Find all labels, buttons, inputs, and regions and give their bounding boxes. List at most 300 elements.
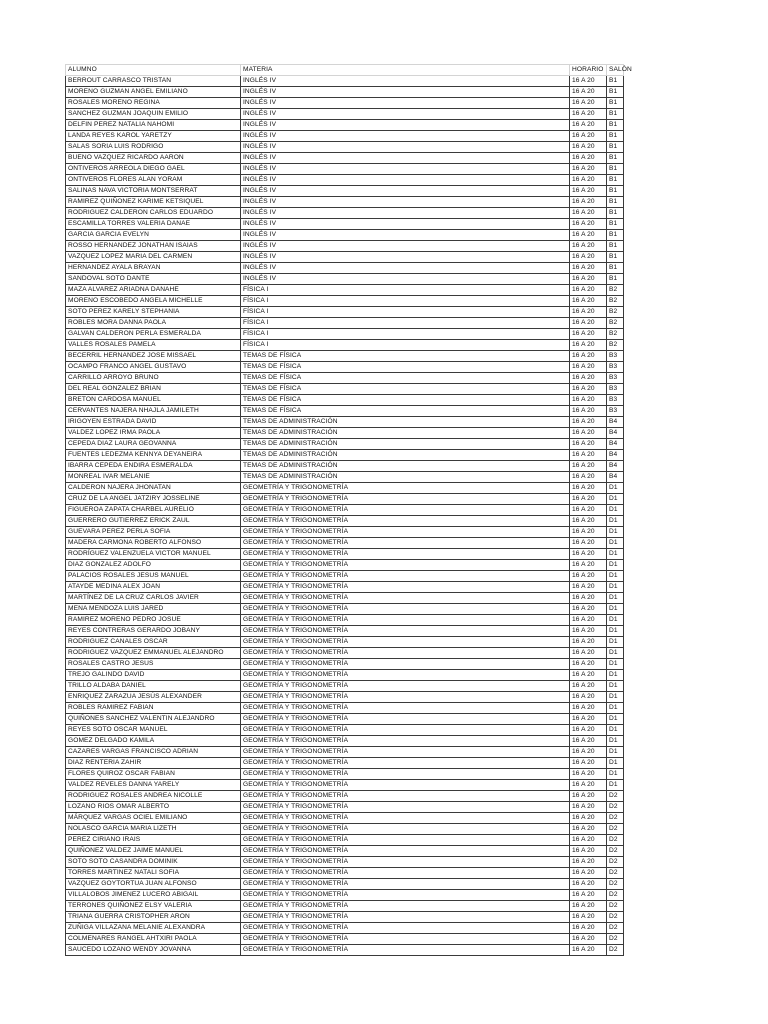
cell-horario: 16 A 20 (570, 186, 607, 197)
cell-materia: GEOMETRÍA Y TRIGONOMETRÍA (241, 901, 570, 912)
cell-horario: 16 A 20 (570, 527, 607, 538)
cell-salon: D1 (607, 659, 624, 670)
table-row (66, 692, 624, 703)
cell-alumno: ATAYDE MEDINA ALEX JOAN (66, 582, 241, 593)
cell-alumno: GUEVARA PEREZ PERLA SOFIA (66, 527, 241, 538)
cell-salon: B1 (607, 120, 624, 131)
cell-alumno: ENRIQUEZ ZARAZUA JESÚS ALEXANDER (66, 692, 241, 703)
cell-horario: 16 A 20 (570, 285, 607, 296)
table-row (66, 153, 624, 164)
cell-alumno: ROSALES CASTRO JESUS (66, 659, 241, 670)
cell-materia: GEOMETRÍA Y TRIGONOMETRÍA (241, 626, 570, 637)
cell-salon: D1 (607, 505, 624, 516)
cell-materia: GEOMETRÍA Y TRIGONOMETRÍA (241, 560, 570, 571)
cell-alumno: NOLASCO GARCIA MARIA LIZETH (66, 824, 241, 835)
cell-horario: 16 A 20 (570, 747, 607, 758)
cell-salon: D2 (607, 912, 624, 923)
cell-materia: TEMAS DE FÍSICA (241, 406, 570, 417)
cell-salon: D1 (607, 582, 624, 593)
cell-horario: 16 A 20 (570, 241, 607, 252)
cell-materia: GEOMETRÍA Y TRIGONOMETRÍA (241, 582, 570, 593)
cell-horario: 16 A 20 (570, 615, 607, 626)
cell-horario: 16 A 20 (570, 758, 607, 769)
cell-alumno: IBARRA CEPEDA ENDIRA ESMERALDA (66, 461, 241, 472)
cell-horario: 16 A 20 (570, 109, 607, 120)
table-row (66, 76, 624, 87)
cell-materia: GEOMETRÍA Y TRIGONOMETRÍA (241, 571, 570, 582)
cell-salon: B1 (607, 109, 624, 120)
cell-salon: D1 (607, 571, 624, 582)
cell-materia: GEOMETRÍA Y TRIGONOMETRÍA (241, 879, 570, 890)
table-row (66, 219, 624, 230)
table-row (66, 681, 624, 692)
cell-materia: GEOMETRÍA Y TRIGONOMETRÍA (241, 912, 570, 923)
table-row (66, 923, 624, 934)
table-row (66, 703, 624, 714)
table-row (66, 571, 624, 582)
cell-salon: D1 (607, 714, 624, 725)
spreadsheet (65, 64, 632, 956)
cell-horario: 16 A 20 (570, 483, 607, 494)
cell-materia: GEOMETRÍA Y TRIGONOMETRÍA (241, 604, 570, 615)
cell-salon: D1 (607, 769, 624, 780)
cell-horario: 16 A 20 (570, 428, 607, 439)
cell-alumno: HERNANDEZ AYALA BRAYAN (66, 263, 241, 274)
cell-alumno: DIAZ GONZALEZ ADOLFO (66, 560, 241, 571)
cell-horario: 16 A 20 (570, 802, 607, 813)
cell-alumno: RODRIGUEZ ROSALES ANDREA NICOLLE (66, 791, 241, 802)
cell-alumno: MAZA ALVAREZ ARIADNA DANAHE (66, 285, 241, 296)
cell-horario: 16 A 20 (570, 274, 607, 285)
cell-horario: 16 A 20 (570, 450, 607, 461)
cell-salon: D2 (607, 835, 624, 846)
table-row (66, 758, 624, 769)
table-row (66, 538, 624, 549)
cell-alumno: PALACIOS ROSALES JESUS MANUEL (66, 571, 241, 582)
cell-salon: B4 (607, 417, 624, 428)
table-row (66, 813, 624, 824)
cell-alumno: RODRIGUEZ VAZQUEZ EMMANUEL ALEJANDRO (66, 648, 241, 659)
table-row (66, 934, 624, 945)
cell-salon: D1 (607, 560, 624, 571)
table-row (66, 351, 624, 362)
cell-alumno: VILLALOBOS JIMENEZ LUCERO ABIGAIL (66, 890, 241, 901)
cell-salon: D1 (607, 626, 624, 637)
table-row (66, 307, 624, 318)
cell-salon: B4 (607, 439, 624, 450)
cell-salon: D2 (607, 813, 624, 824)
table-row (66, 879, 624, 890)
cell-materia: INGLÉS IV (241, 197, 570, 208)
cell-salon: D1 (607, 527, 624, 538)
cell-salon: B1 (607, 186, 624, 197)
cell-alumno: COLMENARES RANGEL AHTXIRI PAOLA (66, 934, 241, 945)
cell-horario: 16 A 20 (570, 230, 607, 241)
cell-alumno: FLORES QUIROZ OSCAR FABIAN (66, 769, 241, 780)
header-horario: HORARIO (570, 65, 607, 76)
table-row (66, 395, 624, 406)
cell-materia: GEOMETRÍA Y TRIGONOMETRÍA (241, 780, 570, 791)
cell-horario: 16 A 20 (570, 549, 607, 560)
table-row (66, 615, 624, 626)
table-row (66, 373, 624, 384)
table-row (66, 505, 624, 516)
table-row (66, 109, 624, 120)
cell-horario: 16 A 20 (570, 626, 607, 637)
cell-alumno: GALVAN CALDERON PERLA ESMERALDA (66, 329, 241, 340)
cell-salon: D1 (607, 637, 624, 648)
cell-materia: FÍSICA I (241, 296, 570, 307)
cell-alumno: FUENTES LEDEZMA KENNYA DEYANEIRA (66, 450, 241, 461)
cell-horario: 16 A 20 (570, 395, 607, 406)
cell-materia: GEOMETRÍA Y TRIGONOMETRÍA (241, 934, 570, 945)
cell-alumno: TERRONES QUIÑONEZ ELSY VALERIA (66, 901, 241, 912)
cell-materia: FÍSICA I (241, 318, 570, 329)
cell-horario: 16 A 20 (570, 681, 607, 692)
cell-materia: TEMAS DE ADMINISTRACIÓN (241, 428, 570, 439)
cell-horario: 16 A 20 (570, 637, 607, 648)
table-row (66, 263, 624, 274)
cell-horario: 16 A 20 (570, 472, 607, 483)
cell-horario: 16 A 20 (570, 604, 607, 615)
table-row (66, 197, 624, 208)
table-row (66, 527, 624, 538)
cell-alumno: ZUÑIGA VILLAZANA MELANIE ALEXANDRA (66, 923, 241, 934)
cell-salon: B1 (607, 98, 624, 109)
cell-horario: 16 A 20 (570, 296, 607, 307)
table-row (66, 725, 624, 736)
cell-horario: 16 A 20 (570, 593, 607, 604)
cell-salon: B1 (607, 230, 624, 241)
cell-horario: 16 A 20 (570, 175, 607, 186)
cell-materia: GEOMETRÍA Y TRIGONOMETRÍA (241, 813, 570, 824)
cell-materia: GEOMETRÍA Y TRIGONOMETRÍA (241, 945, 570, 956)
cell-salon: B2 (607, 307, 624, 318)
cell-salon: B1 (607, 197, 624, 208)
table-row (66, 98, 624, 109)
cell-alumno: MORENO ESCOBEDO ANGELA MICHELLE (66, 296, 241, 307)
cell-salon: B1 (607, 131, 624, 142)
table-row (66, 417, 624, 428)
table-row (66, 780, 624, 791)
cell-materia: INGLÉS IV (241, 164, 570, 175)
cell-alumno: GUERRERO GUTIERREZ ERICK ZAUL (66, 516, 241, 527)
cell-alumno: OCAMPO FRANCO ANGEL GUSTAVO (66, 362, 241, 373)
cell-horario: 16 A 20 (570, 362, 607, 373)
cell-materia: GEOMETRÍA Y TRIGONOMETRÍA (241, 747, 570, 758)
cell-materia: TEMAS DE FÍSICA (241, 395, 570, 406)
cell-horario: 16 A 20 (570, 153, 607, 164)
cell-materia: GEOMETRÍA Y TRIGONOMETRÍA (241, 868, 570, 879)
cell-salon: B3 (607, 395, 624, 406)
header-materia: MATERIA (241, 65, 570, 76)
cell-horario: 16 A 20 (570, 560, 607, 571)
cell-alumno: DELFIN PEREZ NATALIA NAHOMI (66, 120, 241, 131)
cell-materia: GEOMETRÍA Y TRIGONOMETRÍA (241, 758, 570, 769)
cell-alumno: RODRIGUEZ CANALES OSCAR (66, 637, 241, 648)
table-row (66, 230, 624, 241)
cell-horario: 16 A 20 (570, 164, 607, 175)
cell-horario: 16 A 20 (570, 538, 607, 549)
table-row (66, 549, 624, 560)
cell-salon: B4 (607, 450, 624, 461)
table-row (66, 329, 624, 340)
cell-materia: GEOMETRÍA Y TRIGONOMETRÍA (241, 538, 570, 549)
cell-salon: D1 (607, 549, 624, 560)
cell-salon: D1 (607, 736, 624, 747)
cell-alumno: MORENO GUZMAN ANGEL EMILIANO (66, 87, 241, 98)
table-row (66, 659, 624, 670)
cell-alumno: TREJO GALINDO DAVID (66, 670, 241, 681)
cell-salon: D1 (607, 615, 624, 626)
cell-materia: GEOMETRÍA Y TRIGONOMETRÍA (241, 483, 570, 494)
cell-alumno: VAZQUEZ LOPEZ MARIA DEL CARMEN (66, 252, 241, 263)
cell-horario: 16 A 20 (570, 703, 607, 714)
cell-horario: 16 A 20 (570, 439, 607, 450)
cell-salon: B2 (607, 318, 624, 329)
cell-salon: B2 (607, 340, 624, 351)
cell-horario: 16 A 20 (570, 692, 607, 703)
cell-materia: GEOMETRÍA Y TRIGONOMETRÍA (241, 692, 570, 703)
cell-salon: B2 (607, 285, 624, 296)
cell-materia: GEOMETRÍA Y TRIGONOMETRÍA (241, 494, 570, 505)
table-row (66, 461, 624, 472)
cell-horario: 16 A 20 (570, 857, 607, 868)
table-row (66, 626, 624, 637)
table-row (66, 670, 624, 681)
cell-materia: INGLÉS IV (241, 274, 570, 285)
cell-salon: D1 (607, 516, 624, 527)
cell-salon: B1 (607, 252, 624, 263)
cell-materia: INGLÉS IV (241, 153, 570, 164)
cell-materia: INGLÉS IV (241, 219, 570, 230)
cell-alumno: TRIANA GUERRA CRISTOPHER ARON (66, 912, 241, 923)
cell-alumno: PEREZ CIRIANO IRAIS (66, 835, 241, 846)
cell-alumno: QUIÑONES SANCHEZ VALENTIN ALEJANDRO (66, 714, 241, 725)
cell-materia: INGLÉS IV (241, 87, 570, 98)
cell-materia: GEOMETRÍA Y TRIGONOMETRÍA (241, 527, 570, 538)
cell-salon: D1 (607, 483, 624, 494)
table-row (66, 846, 624, 857)
student-schedule-table (65, 64, 632, 956)
cell-alumno: BERROUT CARRASCO TRISTAN (66, 76, 241, 87)
cell-salon: B4 (607, 428, 624, 439)
cell-alumno: ROSSO HERNANDEZ JONATHAN ISAIAS (66, 241, 241, 252)
cell-materia: GEOMETRÍA Y TRIGONOMETRÍA (241, 637, 570, 648)
cell-salon: D2 (607, 890, 624, 901)
cell-horario: 16 A 20 (570, 714, 607, 725)
cell-horario: 16 A 20 (570, 659, 607, 670)
cell-alumno: MENA MENDOZA LUIS JARED (66, 604, 241, 615)
cell-alumno: REYES SOTO OSCAR MANUEL (66, 725, 241, 736)
cell-materia: GEOMETRÍA Y TRIGONOMETRÍA (241, 703, 570, 714)
table-row (66, 439, 624, 450)
table-row (66, 516, 624, 527)
cell-materia: GEOMETRÍA Y TRIGONOMETRÍA (241, 516, 570, 527)
cell-alumno: BUENO VAZQUEZ RICARDO AARON (66, 153, 241, 164)
cell-alumno: GARCIA GARCIA EVELYN (66, 230, 241, 241)
cell-alumno: VALDEZ LOPEZ IRMA PAOLA (66, 428, 241, 439)
cell-salon: B4 (607, 461, 624, 472)
cell-materia: TEMAS DE FÍSICA (241, 351, 570, 362)
cell-alumno: RAMIREZ QUIÑONEZ KARIME KETSIQUEL (66, 197, 241, 208)
cell-alumno: SANDOVAL SOTO DANTE (66, 274, 241, 285)
cell-alumno: DIAZ RENTERIA ZAHIR (66, 758, 241, 769)
cell-materia: INGLÉS IV (241, 208, 570, 219)
cell-horario: 16 A 20 (570, 98, 607, 109)
table-row (66, 912, 624, 923)
cell-salon: D1 (607, 681, 624, 692)
table-row (66, 494, 624, 505)
cell-materia: GEOMETRÍA Y TRIGONOMETRÍA (241, 714, 570, 725)
table-row (66, 241, 624, 252)
cell-materia: GEOMETRÍA Y TRIGONOMETRÍA (241, 681, 570, 692)
cell-materia: GEOMETRÍA Y TRIGONOMETRÍA (241, 505, 570, 516)
cell-salon: B1 (607, 153, 624, 164)
cell-horario: 16 A 20 (570, 670, 607, 681)
cell-salon: B2 (607, 329, 624, 340)
cell-materia: TEMAS DE ADMINISTRACIÓN (241, 417, 570, 428)
table-row (66, 472, 624, 483)
cell-alumno: MADERA CARMONA ROBERTO ALFONSO (66, 538, 241, 549)
cell-alumno: SANCHEZ GUZMAN JOAQUIN EMILIO (66, 109, 241, 120)
cell-alumno: BRETON CARDOSA MANUEL (66, 395, 241, 406)
cell-salon: B1 (607, 274, 624, 285)
cell-horario: 16 A 20 (570, 417, 607, 428)
cell-alumno: ROBLES RAMIREZ FABIAN (66, 703, 241, 714)
cell-salon: D2 (607, 945, 624, 956)
cell-horario: 16 A 20 (570, 197, 607, 208)
cell-horario: 16 A 20 (570, 791, 607, 802)
cell-salon: D1 (607, 692, 624, 703)
cell-materia: INGLÉS IV (241, 263, 570, 274)
cell-materia: GEOMETRÍA Y TRIGONOMETRÍA (241, 769, 570, 780)
cell-salon: B1 (607, 208, 624, 219)
cell-alumno: CARRILLO ARROYO BRUNO (66, 373, 241, 384)
cell-materia: TEMAS DE ADMINISTRACIÓN (241, 461, 570, 472)
cell-horario: 16 A 20 (570, 571, 607, 582)
cell-horario: 16 A 20 (570, 780, 607, 791)
cell-horario: 16 A 20 (570, 406, 607, 417)
cell-materia: GEOMETRÍA Y TRIGONOMETRÍA (241, 791, 570, 802)
table-row (66, 593, 624, 604)
cell-alumno: CERVANTES NAJERA NHAJLA JAMILETH (66, 406, 241, 417)
cell-alumno: CEPEDA DIAZ LAURA GEOVANNA (66, 439, 241, 450)
cell-horario: 16 A 20 (570, 725, 607, 736)
table-row (66, 362, 624, 373)
cell-materia: GEOMETRÍA Y TRIGONOMETRÍA (241, 670, 570, 681)
cell-alumno: SOTO PEREZ KARELY STEPHANIA (66, 307, 241, 318)
cell-alumno: SAUCEDO LOZANO WENDY JOVANNA (66, 945, 241, 956)
cell-materia: INGLÉS IV (241, 230, 570, 241)
cell-salon: D2 (607, 934, 624, 945)
cell-alumno: FIGUEROA ZAPATA CHARBEL AURELIO (66, 505, 241, 516)
cell-salon: B1 (607, 76, 624, 87)
cell-alumno: ROSALES MORENO REGINA (66, 98, 241, 109)
cell-salon: B1 (607, 175, 624, 186)
cell-horario: 16 A 20 (570, 219, 607, 230)
cell-materia: TEMAS DE ADMINISTRACIÓN (241, 472, 570, 483)
cell-salon: D2 (607, 857, 624, 868)
cell-salon: B1 (607, 142, 624, 153)
cell-salon: D2 (607, 923, 624, 934)
cell-materia: TEMAS DE FÍSICA (241, 362, 570, 373)
cell-horario: 16 A 20 (570, 901, 607, 912)
cell-materia: GEOMETRÍA Y TRIGONOMETRÍA (241, 890, 570, 901)
cell-alumno: CAZARES VARGAS FRANCISCO ADRIAN (66, 747, 241, 758)
cell-alumno: GOMEZ DELGADO KAMILA (66, 736, 241, 747)
cell-materia: FÍSICA I (241, 285, 570, 296)
cell-salon: D1 (607, 758, 624, 769)
table-row (66, 582, 624, 593)
cell-alumno: QUIÑONEZ VALDEZ JAIME MANUEL (66, 846, 241, 857)
cell-materia: INGLÉS IV (241, 241, 570, 252)
table-row (66, 890, 624, 901)
cell-alumno: TORRES MARTINEZ NATALI SOFIA (66, 868, 241, 879)
cell-salon: D2 (607, 802, 624, 813)
table-row (66, 428, 624, 439)
table-row (66, 769, 624, 780)
cell-horario: 16 A 20 (570, 494, 607, 505)
cell-materia: GEOMETRÍA Y TRIGONOMETRÍA (241, 648, 570, 659)
cell-materia: FÍSICA I (241, 329, 570, 340)
cell-materia: INGLÉS IV (241, 109, 570, 120)
cell-alumno: ONTIVEROS ARREOLA DIEGO GAEL (66, 164, 241, 175)
cell-salon: B3 (607, 384, 624, 395)
cell-materia: GEOMETRÍA Y TRIGONOMETRÍA (241, 824, 570, 835)
cell-horario: 16 A 20 (570, 373, 607, 384)
cell-materia: GEOMETRÍA Y TRIGONOMETRÍA (241, 549, 570, 560)
cell-alumno: RAMIREZ MORENO PEDRO JOSUE (66, 615, 241, 626)
cell-materia: GEOMETRÍA Y TRIGONOMETRÍA (241, 725, 570, 736)
table-row (66, 406, 624, 417)
cell-alumno: RODRÍGUEZ VALENZUELA VICTOR MANUEL (66, 549, 241, 560)
cell-alumno: MÁRQUEZ VARGAS OCIEL EMILIANO (66, 813, 241, 824)
cell-alumno: ESCAMILLA TORRES VALERIA DANAE (66, 219, 241, 230)
cell-alumno: REYES CONTRERAS GERARDO JOBANY (66, 626, 241, 637)
cell-materia: GEOMETRÍA Y TRIGONOMETRÍA (241, 615, 570, 626)
cell-salon: D2 (607, 879, 624, 890)
cell-salon: D2 (607, 791, 624, 802)
table-row (66, 252, 624, 263)
cell-salon: D1 (607, 670, 624, 681)
table-row (66, 648, 624, 659)
cell-alumno: LANDA REYES KAROL YARETZY (66, 131, 241, 142)
table-row (66, 450, 624, 461)
table-body (66, 76, 624, 956)
table-row (66, 714, 624, 725)
cell-salon: D2 (607, 846, 624, 857)
cell-materia: TEMAS DE ADMINISTRACIÓN (241, 439, 570, 450)
table-row (66, 175, 624, 186)
cell-materia: GEOMETRÍA Y TRIGONOMETRÍA (241, 736, 570, 747)
cell-alumno: ONTIVEROS FLORES ALAN YORAM (66, 175, 241, 186)
cell-horario: 16 A 20 (570, 384, 607, 395)
cell-horario: 16 A 20 (570, 890, 607, 901)
cell-materia: INGLÉS IV (241, 252, 570, 263)
cell-salon: B3 (607, 362, 624, 373)
cell-salon: B1 (607, 263, 624, 274)
cell-salon: D1 (607, 747, 624, 758)
table-row (66, 296, 624, 307)
table-row (66, 208, 624, 219)
cell-materia: INGLÉS IV (241, 142, 570, 153)
table-row (66, 945, 624, 956)
cell-materia: FÍSICA I (241, 340, 570, 351)
cell-materia: TEMAS DE FÍSICA (241, 384, 570, 395)
cell-salon: B3 (607, 351, 624, 362)
cell-salon: D2 (607, 868, 624, 879)
